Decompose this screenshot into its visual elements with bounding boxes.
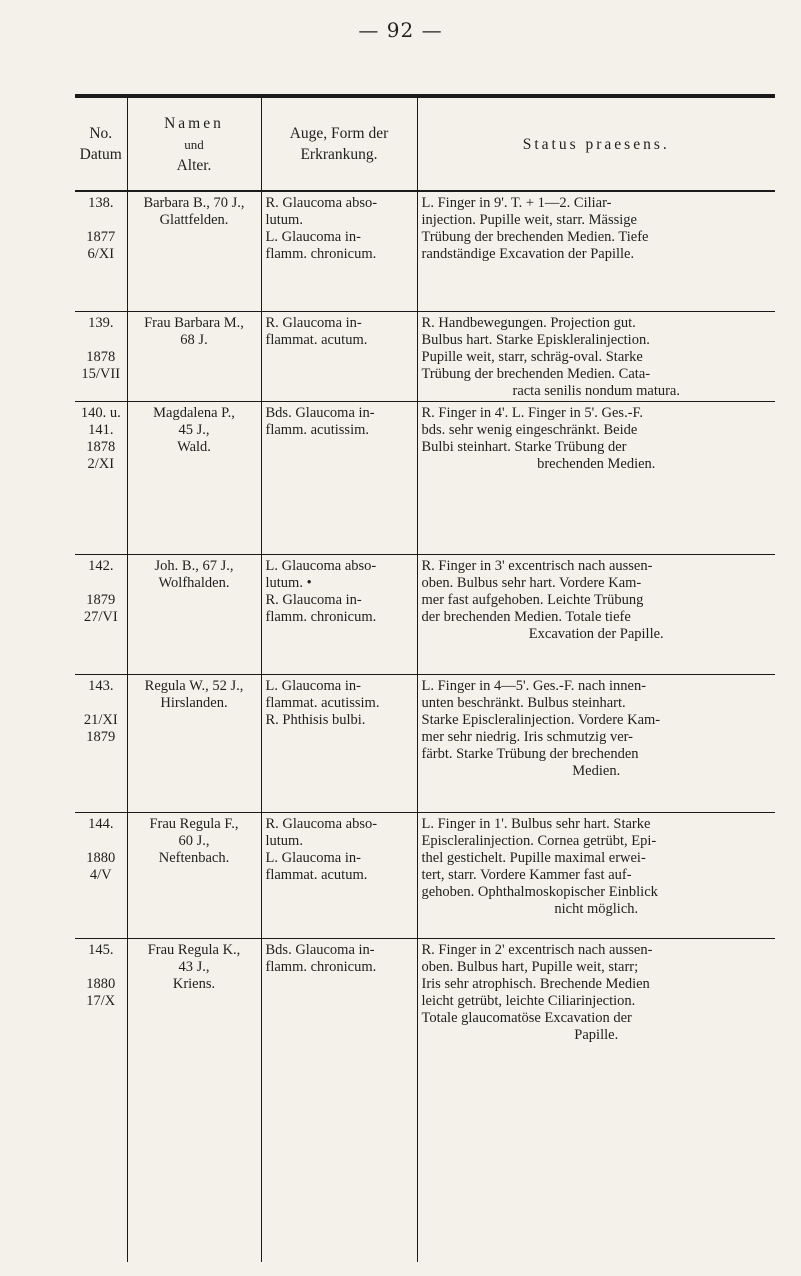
status-line: mer sehr niedrig. Iris schmutzig ver- <box>421 728 634 745</box>
spacer <box>79 332 123 349</box>
diagnosis-line: flammat. acutissim. <box>265 694 380 711</box>
date-line: 27/VI <box>83 608 118 625</box>
status-line: unten beschränkt. Bulbus steinhart. <box>421 694 626 711</box>
status-line: bds. sehr wenig eingeschränkt. Beide <box>421 421 638 438</box>
cell-name <box>127 554 261 674</box>
header-no: No. <box>89 125 113 142</box>
status-line: Bulbi steinhart. Starke Trübung der <box>421 438 627 455</box>
header-status-praesens: Status praesens. <box>417 98 775 191</box>
header-und: und <box>184 136 204 152</box>
diagnosis-line: lutum. <box>265 212 303 228</box>
diagnosis-line: L. Glaucoma in- <box>265 849 361 866</box>
status-line: R. Handbewegungen. Projection gut. <box>421 314 636 331</box>
date-line: 4/V <box>89 866 112 883</box>
status-line: Trübung der brechenden Medien. Tiefe <box>421 229 649 245</box>
name-line: Magdalena P., <box>153 404 235 421</box>
name-line: Frau Barbara M., <box>144 314 244 331</box>
status-line: Starke Episcleralinjection. Vordere Kam- <box>421 711 661 728</box>
diagnosis-line: lutum. <box>265 832 303 849</box>
header-no-datum <box>75 98 127 191</box>
cell-no-datum <box>75 311 127 401</box>
cell-name <box>127 401 261 554</box>
status-line: färbt. Starke Trübung der brechenden <box>421 745 639 762</box>
date-line: 21/XI <box>83 711 118 728</box>
no-line: 139. <box>88 314 114 331</box>
no-line: 143. <box>88 677 114 694</box>
date-line: 6/XI <box>87 246 115 262</box>
status-line: Trübung der brechenden Medien. Cata- <box>421 365 651 382</box>
cell-name <box>127 938 261 1262</box>
table-row <box>75 812 775 938</box>
status-line: R. Finger in 2' excentrisch nach aussen- <box>421 941 653 958</box>
name-line: Wolfhalden. <box>158 574 230 591</box>
date-line: 1877 <box>86 229 116 245</box>
cell-status <box>417 674 775 812</box>
name-line: Regula W., 52 J., <box>144 677 244 694</box>
page-number: — 92 — <box>358 18 443 42</box>
status-line: randständige Excavation der Papille. <box>421 246 635 262</box>
diagnosis-line: R. Glaucoma in- <box>265 314 362 331</box>
date-line: 1879 <box>86 591 116 608</box>
status-line: Pupille weit, starr, schräg-oval. Starke <box>421 348 643 365</box>
status-line: tert, starr. Vordere Kammer fast auf- <box>421 866 632 883</box>
status-line: leicht getrübt, leichte Ciliarinjection. <box>421 992 636 1009</box>
name-line: Hirslanden. <box>160 694 228 711</box>
cell-name <box>127 812 261 938</box>
cell-diagnosis <box>261 554 417 674</box>
status-line: oben. Bulbus sehr hart. Vordere Kam- <box>421 574 642 591</box>
status-line: L. Finger in 1'. Bulbus sehr hart. Starke <box>421 815 651 832</box>
name-line: 68 J. <box>180 331 208 348</box>
diagnosis-line: Bds. Glaucoma in- <box>265 404 375 421</box>
cell-diagnosis <box>261 812 417 938</box>
date-line: 1880 <box>86 975 116 992</box>
date-line: 1878 <box>86 438 116 455</box>
status-line: Papille. <box>574 1026 619 1043</box>
spacer <box>79 833 123 850</box>
date-line: 1880 <box>86 849 116 866</box>
cell-diagnosis <box>261 311 417 401</box>
date-line: 1878 <box>86 348 116 365</box>
cell-status <box>417 938 775 1262</box>
cell-status <box>417 812 775 938</box>
status-line: Totale glaucomatöse Excavation der <box>421 1009 632 1026</box>
cell-diagnosis <box>261 401 417 554</box>
cell-name <box>127 191 261 311</box>
diagnosis-line: flammat. acutum. <box>265 866 368 883</box>
date-line: 1879 <box>86 728 116 745</box>
no-line: 141. <box>88 421 114 438</box>
cell-no-datum <box>75 401 127 554</box>
date-line: 2/XI <box>87 455 115 472</box>
table-row <box>75 401 775 554</box>
name-line: Glattfelden. <box>159 212 229 228</box>
no-line: 144. <box>88 815 114 832</box>
name-line: Wald. <box>177 438 211 455</box>
table-row <box>75 191 775 311</box>
status-line: Iris sehr atrophisch. Brechende Medien <box>421 975 650 992</box>
table-row <box>75 938 775 1262</box>
header-datum: Datum <box>79 146 122 163</box>
status-line: gehoben. Ophthalmoskopischer Einblick <box>421 883 658 900</box>
spacer <box>79 959 123 976</box>
name-line: 43 J., <box>178 958 210 975</box>
spacer <box>79 695 123 712</box>
header-auge-form: Auge, Form der <box>289 125 389 142</box>
cell-no-datum <box>75 812 127 938</box>
patient-table <box>75 98 775 1262</box>
name-line: Neftenbach. <box>158 849 230 866</box>
status-line: oben. Bulbus hart, Pupille weit, starr; <box>421 958 639 975</box>
header-auge <box>261 98 417 191</box>
status-line: injection. Pupille weit, starr. Mässige <box>421 212 637 228</box>
no-line: 140. u. <box>80 404 121 421</box>
status-line: R. Finger in 4'. L. Finger in 5'. Ges.-F. <box>421 404 644 421</box>
header-erkrankung: Erkrankung. <box>300 146 378 163</box>
spacer <box>79 575 123 592</box>
diagnosis-line: flamm. acutissim. <box>265 421 369 438</box>
table-row <box>75 674 775 812</box>
header-namen <box>127 98 261 191</box>
name-line: Barbara B., 70 J., <box>143 195 245 211</box>
name-line: Frau Regula F., <box>149 815 239 832</box>
table-row <box>75 311 775 401</box>
diagnosis-line: lutum. • <box>265 574 312 591</box>
name-line: 45 J., <box>178 421 210 438</box>
cell-no-datum <box>75 191 127 311</box>
diagnosis-line: Bds. Glaucoma in- <box>265 941 375 958</box>
diagnosis-line: flamm. chronicum. <box>265 608 377 625</box>
status-line: R. Finger in 3' excentrisch nach aussen- <box>421 557 653 574</box>
date-line: 17/X <box>86 992 116 1009</box>
status-line: mer fast aufgehoben. Leichte Trübung <box>421 591 644 608</box>
name-line: Frau Regula K., <box>147 941 241 958</box>
cell-no-datum <box>75 554 127 674</box>
name-line: Kriens. <box>172 975 216 992</box>
diagnosis-line: L. Glaucoma in- <box>265 229 361 245</box>
cell-no-datum <box>75 938 127 1262</box>
spacer <box>79 212 123 229</box>
diagnosis-line: flammat. acutum. <box>265 331 368 348</box>
cell-status <box>417 191 775 311</box>
header-alter: Alter. <box>176 156 212 174</box>
cell-name <box>127 674 261 812</box>
header-namen-label: Namen <box>164 114 224 132</box>
status-line: L. Finger in 9'. T. + 1—2. Ciliar- <box>421 195 612 211</box>
diagnosis-line: R. Glaucoma abso- <box>265 195 378 211</box>
no-line: 145. <box>88 941 114 958</box>
cell-diagnosis <box>261 674 417 812</box>
cell-no-datum <box>75 674 127 812</box>
cell-status <box>417 311 775 401</box>
status-line: L. Finger in 4—5'. Ges.-F. nach innen- <box>421 677 647 694</box>
diagnosis-line: R. Phthisis bulbi. <box>265 711 366 728</box>
status-line: nicht möglich. <box>554 900 639 917</box>
table-row <box>75 554 775 674</box>
status-line: brechenden Medien. <box>537 455 656 472</box>
table-header-row <box>75 98 775 191</box>
status-line: Medien. <box>572 762 621 779</box>
diagnosis-line: flamm. chronicum. <box>265 246 377 262</box>
patient-table-wrapper <box>75 94 775 1262</box>
status-line: Excavation der Papille. <box>528 625 664 642</box>
status-line: racta senilis nondum matura. <box>512 382 680 399</box>
no-line: 142. <box>88 557 114 574</box>
diagnosis-line: flamm. chronicum. <box>265 958 377 975</box>
date-line: 15/VII <box>81 365 121 382</box>
cell-status <box>417 401 775 554</box>
status-line: thel gestichelt. Pupille maximal erwei- <box>421 849 646 866</box>
diagnosis-line: L. Glaucoma abso- <box>265 557 377 574</box>
cell-diagnosis <box>261 191 417 311</box>
diagnosis-line: R. Glaucoma abso- <box>265 815 378 832</box>
status-line: Bulbus hart. Starke Episkleralinjection. <box>421 331 650 348</box>
no-line: 138. <box>88 195 114 211</box>
diagnosis-line: R. Glaucoma in- <box>265 591 362 608</box>
diagnosis-line: L. Glaucoma in- <box>265 677 361 694</box>
status-line: Episcleralinjection. Cornea getrübt, Epi- <box>421 832 657 849</box>
cell-status <box>417 554 775 674</box>
cell-name <box>127 311 261 401</box>
name-line: Joh. B., 67 J., <box>154 557 234 574</box>
name-line: 60 J., <box>178 832 210 849</box>
cell-diagnosis <box>261 938 417 1262</box>
status-line: der brechenden Medien. Totale tiefe <box>421 608 631 625</box>
